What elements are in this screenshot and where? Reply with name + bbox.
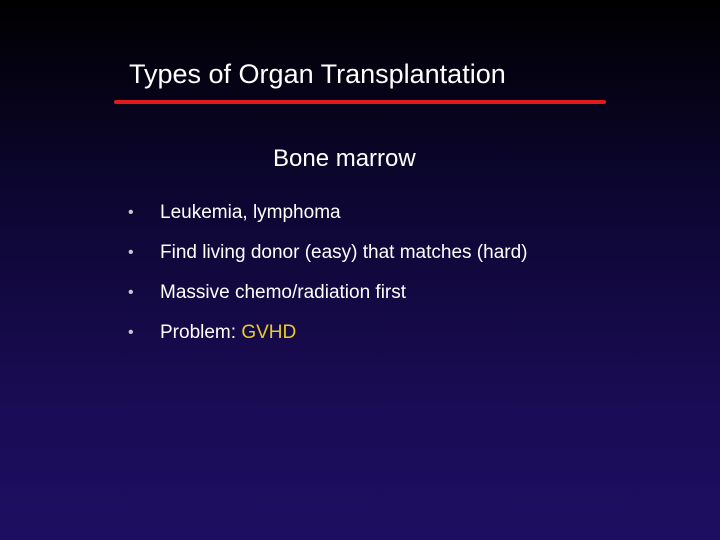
bullet-text: Find living donor (easy) that matches (hard) — [160, 242, 528, 263]
bullet-text: Problem: — [160, 322, 242, 343]
bullet-icon: • — [128, 244, 134, 261]
bullet-text: Massive chemo/radiation first — [160, 282, 407, 303]
title-underline — [114, 100, 606, 104]
bullet-highlight-text: GVHD — [241, 322, 297, 343]
bullet-item — [128, 279, 528, 319]
bullet-item — [128, 239, 528, 279]
slide-subtitle: Bone marrow — [273, 145, 416, 172]
bullet-icon: • — [128, 284, 134, 301]
slide-title: Types of Organ Transplantation — [129, 59, 506, 89]
bullet-icon: • — [128, 204, 134, 221]
bullet-item — [128, 319, 528, 359]
bullet-icon: • — [128, 324, 134, 341]
bullet-list — [128, 199, 528, 359]
bullet-text: Leukemia, lymphoma — [160, 202, 341, 223]
bullet-item — [128, 199, 528, 239]
